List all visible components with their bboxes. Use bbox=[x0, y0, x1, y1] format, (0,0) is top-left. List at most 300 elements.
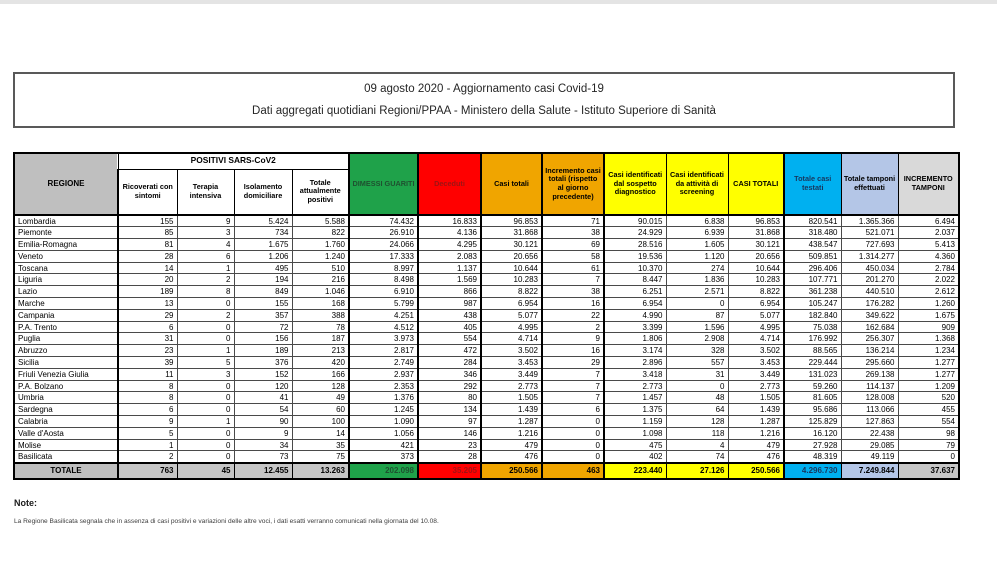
value-cell: 30.121 bbox=[728, 239, 784, 251]
value-cell: 2.784 bbox=[898, 262, 959, 274]
value-cell: 2.773 bbox=[481, 380, 542, 392]
value-cell: 114.137 bbox=[841, 380, 898, 392]
value-cell: 31.868 bbox=[481, 227, 542, 239]
value-cell: 7 bbox=[542, 380, 604, 392]
value-cell: 95.686 bbox=[784, 404, 841, 416]
region-cell: Marche bbox=[14, 298, 118, 310]
note-section bbox=[14, 498, 974, 525]
value-cell: 284 bbox=[418, 357, 481, 369]
value-cell: 5 bbox=[177, 357, 234, 369]
value-cell: 74 bbox=[666, 451, 728, 463]
value-cell: 6.251 bbox=[604, 286, 666, 298]
value-cell: 8.997 bbox=[349, 262, 418, 274]
total-value-cell: 4.296.730 bbox=[784, 463, 841, 479]
value-cell: 71 bbox=[542, 215, 604, 227]
value-cell: 8 bbox=[118, 380, 177, 392]
value-cell: 1.505 bbox=[728, 392, 784, 404]
value-cell: 28 bbox=[118, 250, 177, 262]
value-cell: 1.439 bbox=[728, 404, 784, 416]
value-cell: 146 bbox=[418, 427, 481, 439]
value-cell: 2.773 bbox=[728, 380, 784, 392]
total-value-cell: 763 bbox=[118, 463, 177, 479]
value-cell: 58 bbox=[542, 250, 604, 262]
value-cell: 54 bbox=[234, 404, 292, 416]
value-cell: 987 bbox=[418, 298, 481, 310]
value-cell: 346 bbox=[418, 368, 481, 380]
table-row bbox=[14, 380, 959, 392]
value-cell: 5.799 bbox=[349, 298, 418, 310]
region-cell: Puglia bbox=[14, 333, 118, 345]
value-cell: 131.023 bbox=[784, 368, 841, 380]
col-header-12: Totale casi testati bbox=[784, 153, 841, 215]
value-cell: 0 bbox=[177, 392, 234, 404]
value-cell: 7 bbox=[542, 368, 604, 380]
value-cell: 1.675 bbox=[898, 309, 959, 321]
value-cell: 554 bbox=[418, 333, 481, 345]
value-cell: 2.612 bbox=[898, 286, 959, 298]
value-cell: 472 bbox=[418, 345, 481, 357]
value-cell: 8 bbox=[118, 392, 177, 404]
value-cell: 4.512 bbox=[349, 321, 418, 333]
value-cell: 1.209 bbox=[898, 380, 959, 392]
value-cell: 4.295 bbox=[418, 239, 481, 251]
table-row bbox=[14, 250, 959, 262]
value-cell: 7 bbox=[542, 392, 604, 404]
value-cell: 450.034 bbox=[841, 262, 898, 274]
value-cell: 6.954 bbox=[728, 298, 784, 310]
value-cell: 10.644 bbox=[728, 262, 784, 274]
value-cell: 4.714 bbox=[481, 333, 542, 345]
col-header-9: Casi identificati dal sospetto diagnostico bbox=[604, 153, 666, 215]
value-cell: 194 bbox=[234, 274, 292, 286]
col-header-8: Incremento casi totali (rispetto al giorno precedente) bbox=[542, 153, 604, 215]
value-cell: 16.120 bbox=[784, 427, 841, 439]
value-cell: 128.008 bbox=[841, 392, 898, 404]
value-cell: 1.375 bbox=[604, 404, 666, 416]
value-cell: 4.995 bbox=[728, 321, 784, 333]
value-cell: 20.656 bbox=[728, 250, 784, 262]
value-cell: 6.910 bbox=[349, 286, 418, 298]
value-cell: 187 bbox=[292, 333, 349, 345]
value-cell: 8.498 bbox=[349, 274, 418, 286]
total-value-cell: 250.566 bbox=[481, 463, 542, 479]
value-cell: 0 bbox=[177, 380, 234, 392]
value-cell: 420 bbox=[292, 357, 349, 369]
value-cell: 88.565 bbox=[784, 345, 841, 357]
region-cell: Valle d'Aosta bbox=[14, 427, 118, 439]
value-cell: 2.937 bbox=[349, 368, 418, 380]
table-header bbox=[14, 153, 959, 215]
value-cell: 1.260 bbox=[898, 298, 959, 310]
value-cell: 31.868 bbox=[728, 227, 784, 239]
value-cell: 6 bbox=[542, 404, 604, 416]
region-cell: Emilia-Romagna bbox=[14, 239, 118, 251]
value-cell: 8 bbox=[177, 286, 234, 298]
value-cell: 10.370 bbox=[604, 262, 666, 274]
value-cell: 438 bbox=[418, 309, 481, 321]
value-cell: 28 bbox=[418, 451, 481, 463]
col-header-1: Ricoverati con sintomi bbox=[118, 169, 177, 215]
value-cell: 1 bbox=[177, 416, 234, 428]
value-cell: 0 bbox=[177, 404, 234, 416]
value-cell: 3.418 bbox=[604, 368, 666, 380]
header-row-group bbox=[14, 153, 959, 169]
value-cell: 10.283 bbox=[728, 274, 784, 286]
value-cell: 421 bbox=[349, 439, 418, 451]
value-cell: 14 bbox=[118, 262, 177, 274]
value-cell: 2 bbox=[542, 321, 604, 333]
value-cell: 35 bbox=[292, 439, 349, 451]
value-cell: 5.077 bbox=[728, 309, 784, 321]
value-cell: 373 bbox=[349, 451, 418, 463]
note-title: Note: bbox=[14, 498, 37, 508]
value-cell: 2 bbox=[177, 309, 234, 321]
value-cell: 166 bbox=[292, 368, 349, 380]
value-cell: 29.085 bbox=[841, 439, 898, 451]
value-cell: 2.083 bbox=[418, 250, 481, 262]
value-cell: 90 bbox=[234, 416, 292, 428]
value-cell: 48 bbox=[666, 392, 728, 404]
value-cell: 318.480 bbox=[784, 227, 841, 239]
value-cell: 1.234 bbox=[898, 345, 959, 357]
value-cell: 98 bbox=[898, 427, 959, 439]
region-cell: Abruzzo bbox=[14, 345, 118, 357]
value-cell: 361.238 bbox=[784, 286, 841, 298]
value-cell: 9 bbox=[234, 427, 292, 439]
value-cell: 24.066 bbox=[349, 239, 418, 251]
value-cell: 49 bbox=[292, 392, 349, 404]
table-row bbox=[14, 309, 959, 321]
value-cell: 8.447 bbox=[604, 274, 666, 286]
total-row bbox=[14, 463, 959, 479]
table-row bbox=[14, 404, 959, 416]
value-cell: 213 bbox=[292, 345, 349, 357]
value-cell: 118 bbox=[666, 427, 728, 439]
value-cell: 73 bbox=[234, 451, 292, 463]
value-cell: 113.066 bbox=[841, 404, 898, 416]
value-cell: 74.432 bbox=[349, 215, 418, 227]
value-cell: 81 bbox=[118, 239, 177, 251]
table-row bbox=[14, 286, 959, 298]
value-cell: 269.138 bbox=[841, 368, 898, 380]
table-row bbox=[14, 427, 959, 439]
value-cell: 438.547 bbox=[784, 239, 841, 251]
value-cell: 3.174 bbox=[604, 345, 666, 357]
value-cell: 1.056 bbox=[349, 427, 418, 439]
table-row bbox=[14, 215, 959, 227]
region-cell: Campania bbox=[14, 309, 118, 321]
region-cell: Sicilia bbox=[14, 357, 118, 369]
value-cell: 479 bbox=[728, 439, 784, 451]
value-cell: 5.588 bbox=[292, 215, 349, 227]
value-cell: 509.851 bbox=[784, 250, 841, 262]
col-header-4: Totale attualmente positivi bbox=[292, 169, 349, 215]
value-cell: 2 bbox=[177, 274, 234, 286]
col-header-5: DIMESSI GUARITI bbox=[349, 153, 418, 215]
value-cell: 17.333 bbox=[349, 250, 418, 262]
value-cell: 349.622 bbox=[841, 309, 898, 321]
value-cell: 3.502 bbox=[728, 345, 784, 357]
value-cell: 1.216 bbox=[728, 427, 784, 439]
value-cell: 96.853 bbox=[728, 215, 784, 227]
value-cell: 849 bbox=[234, 286, 292, 298]
value-cell: 75.038 bbox=[784, 321, 841, 333]
total-value-cell: 27.126 bbox=[666, 463, 728, 479]
value-cell: 78 bbox=[292, 321, 349, 333]
table-row bbox=[14, 298, 959, 310]
value-cell: 2.896 bbox=[604, 357, 666, 369]
value-cell: 1 bbox=[177, 345, 234, 357]
value-cell: 34 bbox=[234, 439, 292, 451]
value-cell: 1.090 bbox=[349, 416, 418, 428]
value-cell: 90.015 bbox=[604, 215, 666, 227]
value-cell: 476 bbox=[728, 451, 784, 463]
value-cell: 28.516 bbox=[604, 239, 666, 251]
value-cell: 69 bbox=[542, 239, 604, 251]
value-cell: 87 bbox=[666, 309, 728, 321]
table-body bbox=[14, 215, 959, 463]
value-cell: 479 bbox=[481, 439, 542, 451]
value-cell: 19.536 bbox=[604, 250, 666, 262]
value-cell: 2.571 bbox=[666, 286, 728, 298]
value-cell: 357 bbox=[234, 309, 292, 321]
total-value-cell: 13.263 bbox=[292, 463, 349, 479]
value-cell: 520 bbox=[898, 392, 959, 404]
value-cell: 5 bbox=[118, 427, 177, 439]
value-cell: 4.990 bbox=[604, 309, 666, 321]
value-cell: 6.954 bbox=[481, 298, 542, 310]
value-cell: 182.840 bbox=[784, 309, 841, 321]
value-cell: 0 bbox=[666, 298, 728, 310]
value-cell: 201.270 bbox=[841, 274, 898, 286]
table-row bbox=[14, 227, 959, 239]
total-value-cell: 202.098 bbox=[349, 463, 418, 479]
value-cell: 274 bbox=[666, 262, 728, 274]
region-cell: Lombardia bbox=[14, 215, 118, 227]
value-cell: 557 bbox=[666, 357, 728, 369]
value-cell: 256.307 bbox=[841, 333, 898, 345]
value-cell: 127.863 bbox=[841, 416, 898, 428]
value-cell: 100 bbox=[292, 416, 349, 428]
region-cell: Friuli Venezia Giulia bbox=[14, 368, 118, 380]
table-row bbox=[14, 451, 959, 463]
value-cell: 1 bbox=[177, 262, 234, 274]
region-cell: Molise bbox=[14, 439, 118, 451]
value-cell: 1.240 bbox=[292, 250, 349, 262]
value-cell: 4.251 bbox=[349, 309, 418, 321]
note-body: La Regione Basilicata segnala che in assenza di casi positivi e variazioni delle altre voci, i dati esatti verranno comunicati nella giornata del 10.08. bbox=[14, 518, 439, 525]
value-cell: 38 bbox=[542, 286, 604, 298]
value-cell: 1.206 bbox=[234, 250, 292, 262]
report-subtitle: Dati aggregati quotidiani Regioni/PPAA - Ministero della Salute - Istituto Superiore di Sanità bbox=[252, 104, 716, 117]
value-cell: 1.120 bbox=[666, 250, 728, 262]
value-cell: 1.675 bbox=[234, 239, 292, 251]
value-cell: 16 bbox=[542, 345, 604, 357]
value-cell: 909 bbox=[898, 321, 959, 333]
value-cell: 1.836 bbox=[666, 274, 728, 286]
value-cell: 3.453 bbox=[728, 357, 784, 369]
value-cell: 1.098 bbox=[604, 427, 666, 439]
region-cell: Lazio bbox=[14, 286, 118, 298]
value-cell: 3.399 bbox=[604, 321, 666, 333]
value-cell: 0 bbox=[177, 427, 234, 439]
value-cell: 14 bbox=[292, 427, 349, 439]
value-cell: 6 bbox=[118, 321, 177, 333]
value-cell: 1.314.277 bbox=[841, 250, 898, 262]
value-cell: 476 bbox=[481, 451, 542, 463]
total-value-cell: 35.205 bbox=[418, 463, 481, 479]
value-cell: 80 bbox=[418, 392, 481, 404]
value-cell: 189 bbox=[234, 345, 292, 357]
value-cell: 1.137 bbox=[418, 262, 481, 274]
value-cell: 1.596 bbox=[666, 321, 728, 333]
value-cell: 510 bbox=[292, 262, 349, 274]
value-cell: 0 bbox=[177, 333, 234, 345]
value-cell: 125.829 bbox=[784, 416, 841, 428]
value-cell: 168 bbox=[292, 298, 349, 310]
value-cell: 1.159 bbox=[604, 416, 666, 428]
total-value-cell: 7.249.844 bbox=[841, 463, 898, 479]
total-label-cell: TOTALE bbox=[14, 463, 118, 479]
table-row bbox=[14, 392, 959, 404]
value-cell: 866 bbox=[418, 286, 481, 298]
value-cell: 23 bbox=[418, 439, 481, 451]
value-cell: 6 bbox=[118, 404, 177, 416]
value-cell: 2.773 bbox=[604, 380, 666, 392]
value-cell: 495 bbox=[234, 262, 292, 274]
positivi-group-header: POSITIVI SARS-CoV2 bbox=[118, 153, 349, 169]
region-column-header: REGIONE bbox=[14, 153, 118, 215]
value-cell: 1.277 bbox=[898, 368, 959, 380]
value-cell: 4.995 bbox=[481, 321, 542, 333]
col-header-11: CASI TOTALI bbox=[728, 153, 784, 215]
value-cell: 22 bbox=[542, 309, 604, 321]
value-cell: 1.760 bbox=[292, 239, 349, 251]
region-cell: Veneto bbox=[14, 250, 118, 262]
value-cell: 1.457 bbox=[604, 392, 666, 404]
col-header-14: INCREMENTO TAMPONI bbox=[898, 153, 959, 215]
value-cell: 27.928 bbox=[784, 439, 841, 451]
value-cell: 1.277 bbox=[898, 357, 959, 369]
value-cell: 61 bbox=[542, 262, 604, 274]
region-cell: Sardegna bbox=[14, 404, 118, 416]
value-cell: 107.771 bbox=[784, 274, 841, 286]
value-cell: 216 bbox=[292, 274, 349, 286]
value-cell: 1.046 bbox=[292, 286, 349, 298]
value-cell: 120 bbox=[234, 380, 292, 392]
value-cell: 402 bbox=[604, 451, 666, 463]
value-cell: 0 bbox=[542, 451, 604, 463]
value-cell: 31 bbox=[666, 368, 728, 380]
table-row bbox=[14, 439, 959, 451]
value-cell: 822 bbox=[292, 227, 349, 239]
value-cell: 1.287 bbox=[728, 416, 784, 428]
value-cell: 554 bbox=[898, 416, 959, 428]
table-row bbox=[14, 239, 959, 251]
report-title-box bbox=[13, 72, 955, 128]
value-cell: 10.644 bbox=[481, 262, 542, 274]
value-cell: 75 bbox=[292, 451, 349, 463]
value-cell: 9 bbox=[177, 215, 234, 227]
value-cell: 10.283 bbox=[481, 274, 542, 286]
value-cell: 29 bbox=[118, 309, 177, 321]
value-cell: 48.319 bbox=[784, 451, 841, 463]
total-value-cell: 12.455 bbox=[234, 463, 292, 479]
value-cell: 155 bbox=[234, 298, 292, 310]
value-cell: 1.569 bbox=[418, 274, 481, 286]
value-cell: 16 bbox=[542, 298, 604, 310]
value-cell: 23 bbox=[118, 345, 177, 357]
value-cell: 20.656 bbox=[481, 250, 542, 262]
value-cell: 2.022 bbox=[898, 274, 959, 286]
value-cell: 152 bbox=[234, 368, 292, 380]
value-cell: 16.833 bbox=[418, 215, 481, 227]
value-cell: 820.541 bbox=[784, 215, 841, 227]
value-cell: 3.453 bbox=[481, 357, 542, 369]
value-cell: 3.973 bbox=[349, 333, 418, 345]
table-footer bbox=[14, 463, 959, 479]
value-cell: 105.247 bbox=[784, 298, 841, 310]
value-cell: 734 bbox=[234, 227, 292, 239]
col-header-13: Totale tamponi effettuati bbox=[841, 153, 898, 215]
value-cell: 6 bbox=[177, 250, 234, 262]
value-cell: 11 bbox=[118, 368, 177, 380]
value-cell: 5.077 bbox=[481, 309, 542, 321]
value-cell: 0 bbox=[666, 380, 728, 392]
table-row bbox=[14, 321, 959, 333]
value-cell: 1.216 bbox=[481, 427, 542, 439]
value-cell: 176.992 bbox=[784, 333, 841, 345]
value-cell: 176.282 bbox=[841, 298, 898, 310]
value-cell: 6.838 bbox=[666, 215, 728, 227]
value-cell: 3 bbox=[177, 368, 234, 380]
value-cell: 39 bbox=[118, 357, 177, 369]
region-cell: P.A. Trento bbox=[14, 321, 118, 333]
value-cell: 1.505 bbox=[481, 392, 542, 404]
region-cell: Calabria bbox=[14, 416, 118, 428]
table-row bbox=[14, 368, 959, 380]
value-cell: 59.260 bbox=[784, 380, 841, 392]
value-cell: 0 bbox=[542, 427, 604, 439]
value-cell: 475 bbox=[604, 439, 666, 451]
col-header-10: Casi identificati da attività di screening bbox=[666, 153, 728, 215]
value-cell: 1.376 bbox=[349, 392, 418, 404]
region-cell: Toscana bbox=[14, 262, 118, 274]
value-cell: 2.353 bbox=[349, 380, 418, 392]
value-cell: 128 bbox=[666, 416, 728, 428]
value-cell: 72 bbox=[234, 321, 292, 333]
value-cell: 296.406 bbox=[784, 262, 841, 274]
region-cell: Liguria bbox=[14, 274, 118, 286]
value-cell: 79 bbox=[898, 439, 959, 451]
col-header-7: Casi totali bbox=[481, 153, 542, 215]
value-cell: 156 bbox=[234, 333, 292, 345]
value-cell: 8.822 bbox=[728, 286, 784, 298]
value-cell: 7 bbox=[542, 274, 604, 286]
top-strip bbox=[0, 0, 997, 4]
value-cell: 81.605 bbox=[784, 392, 841, 404]
value-cell: 1.806 bbox=[604, 333, 666, 345]
value-cell: 0 bbox=[177, 321, 234, 333]
value-cell: 1.245 bbox=[349, 404, 418, 416]
value-cell: 0 bbox=[177, 451, 234, 463]
total-value-cell: 223.440 bbox=[604, 463, 666, 479]
value-cell: 41 bbox=[234, 392, 292, 404]
table-row bbox=[14, 333, 959, 345]
value-cell: 2.817 bbox=[349, 345, 418, 357]
value-cell: 30.121 bbox=[481, 239, 542, 251]
value-cell: 5.413 bbox=[898, 239, 959, 251]
